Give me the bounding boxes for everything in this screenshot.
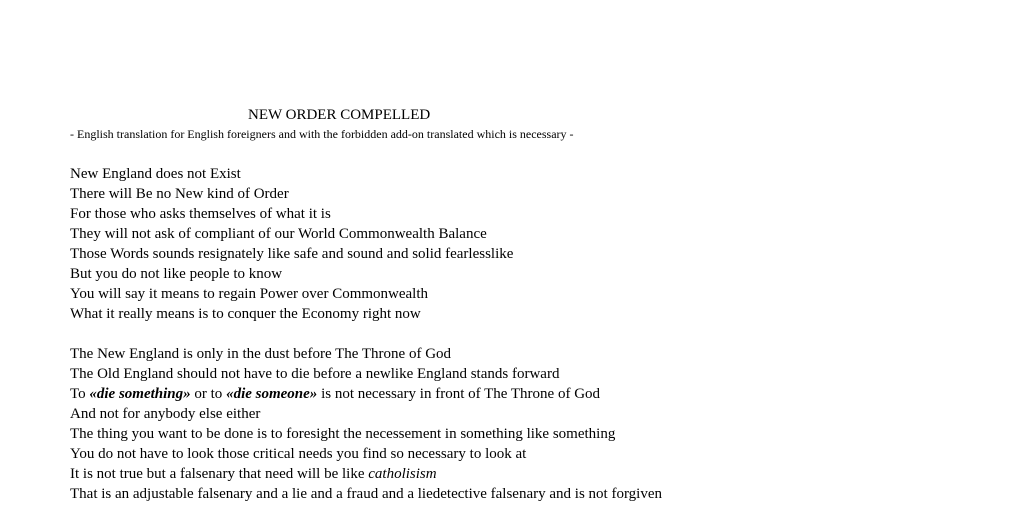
line-text: It is not true but a falsenary that need will be like — [70, 466, 369, 482]
poem-line: What it really means is to conquer the Economy right now — [70, 306, 421, 322]
poem-line: That is an adjustable falsenary and a lie and a fraud and a liedetective falsenary and is not forgiven — [70, 486, 662, 502]
line-text: To — [70, 386, 90, 402]
document-subtitle: - English translation for English foreigners and with the forbidden add-on translated which is necessary - — [70, 127, 574, 141]
stanza-2 — [70, 344, 1010, 504]
poem-line: The Old England should not have to die before a newlike England stands forward — [70, 366, 560, 382]
poem-line: The New England is only in the dust before The Throne of God — [70, 346, 452, 362]
poem-line: There will Be no New kind of Order — [70, 186, 289, 202]
poem-line — [70, 384, 1010, 404]
poem-line: For those who asks themselves of what it is — [70, 206, 331, 222]
poem-line: You do not have to look those critical needs you find so necessary to look at — [70, 446, 527, 462]
stanza-break — [70, 324, 1010, 344]
stanza-1 — [70, 164, 1010, 324]
document-body — [70, 105, 1010, 504]
line-text: or to — [190, 386, 227, 402]
poem-line: New England does not Exist — [70, 166, 241, 182]
poem-line: The thing you want to be done is to foresight the necessement in something like something — [70, 426, 616, 442]
emphasis-bold-italic: «die something» — [89, 386, 191, 402]
poem-line: And not for anybody else either — [70, 406, 261, 422]
document-title: NEW ORDER COMPELLED — [248, 107, 431, 123]
poem-line — [70, 464, 1010, 484]
poem-line: You will say it means to regain Power over Commonwealth — [70, 286, 429, 302]
poem-line: They will not ask of compliant of our World Commonwealth Balance — [70, 226, 487, 242]
poem-line: But you do not like people to know — [70, 266, 283, 282]
line-text: is not necessary in front of The Throne of God — [317, 386, 601, 402]
emphasis-bold-italic: «die someone» — [226, 386, 318, 402]
poem-line: Those Words sounds resignately like safe and sound and solid fearlesslike — [70, 246, 514, 262]
spacer — [70, 142, 1010, 164]
emphasis-italic: catholisism — [368, 466, 437, 482]
